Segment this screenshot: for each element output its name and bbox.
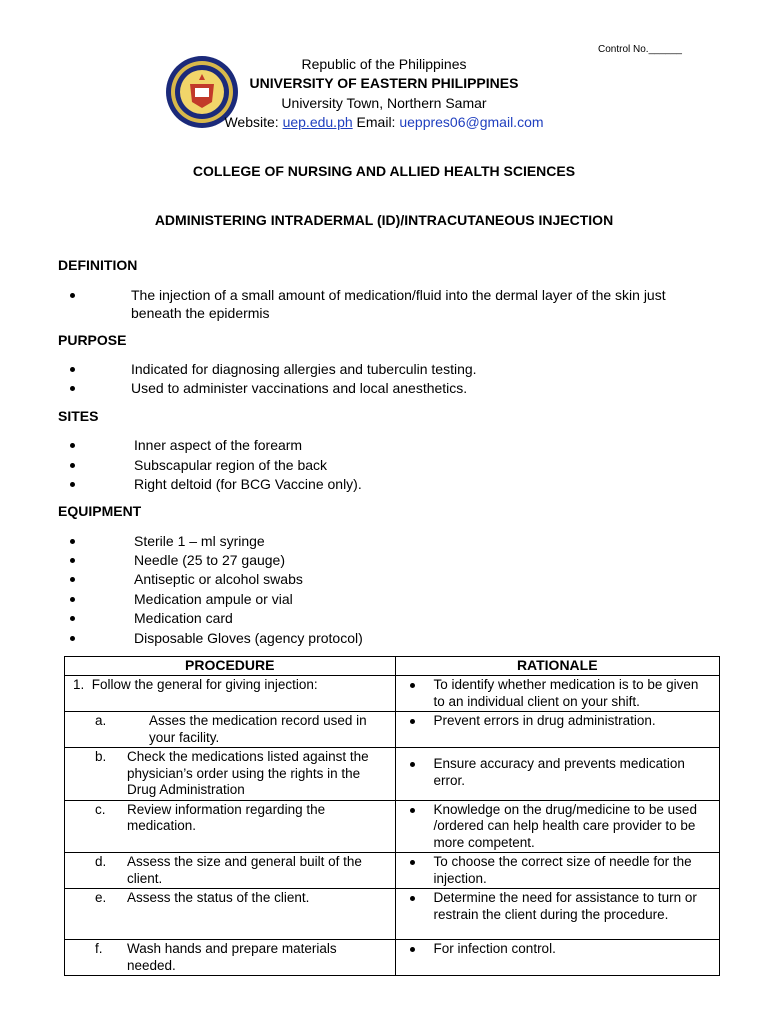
rationale-cell xyxy=(396,940,719,959)
table-row xyxy=(65,800,720,853)
step-marker: 1. xyxy=(73,677,85,692)
definition-text: The injection of a small amount of medication/fluid into the dermal layer of the skin just beneath the epidermis xyxy=(131,287,666,321)
procedure-cell xyxy=(65,853,395,888)
rationale-text: Ensure accuracy and prevents medication error. xyxy=(433,756,685,788)
email-label: Email: xyxy=(352,114,400,130)
procedure-text: Assess the status of the client. xyxy=(127,890,310,905)
procedure-cell xyxy=(65,889,395,908)
procedure-cell xyxy=(65,676,395,695)
bullet-icon xyxy=(410,896,415,901)
step-marker: a. xyxy=(95,713,107,728)
equipment-item: Needle (25 to 27 gauge) xyxy=(134,552,285,568)
university-address: University Town, Northern Samar xyxy=(281,95,487,111)
sites-heading: SITES xyxy=(58,408,99,424)
bullet-icon xyxy=(410,762,415,767)
bullet-icon xyxy=(410,947,415,952)
document-title: ADMINISTERING INTRADERMAL (ID)/INTRACUTANEOUS INJECTION xyxy=(154,212,614,228)
equipment-item: Medication card xyxy=(134,610,233,626)
procedure-cell xyxy=(65,712,395,747)
bullet-icon xyxy=(410,860,415,865)
rationale-cell xyxy=(396,889,719,924)
bullet-icon xyxy=(70,558,75,563)
table-row xyxy=(65,889,720,940)
bullet-icon xyxy=(70,577,75,582)
bullet-icon xyxy=(70,636,75,641)
procedure-cell xyxy=(65,748,395,800)
purpose-heading: PURPOSE xyxy=(58,332,127,348)
bullet-icon xyxy=(70,597,75,602)
control-number: Control No.______ xyxy=(598,44,682,55)
rationale-text: To identify whether medication is to be given to an individual client on your shift. xyxy=(433,677,699,709)
table-row xyxy=(65,712,720,748)
rationale-cell xyxy=(396,676,719,711)
bullet-icon xyxy=(70,367,75,372)
bullet-icon xyxy=(410,683,415,688)
table-row xyxy=(65,748,720,801)
step-marker: b. xyxy=(95,749,107,764)
rationale-text: Determine the need for assistance to turn or restrain the client during the procedure. xyxy=(433,890,697,922)
university-name: UNIVERSITY OF EASTERN PHILIPPINES xyxy=(249,75,519,91)
bullet-icon xyxy=(70,463,75,468)
website-link[interactable]: uep.edu.ph xyxy=(282,114,353,130)
purpose-item: Indicated for diagnosing allergies and tuberculin testing. xyxy=(131,361,477,377)
step-marker: f. xyxy=(95,941,103,956)
equipment-item: Sterile 1 – ml syringe xyxy=(134,533,265,549)
rationale-text: To choose the correct size of needle for the injection. xyxy=(433,854,692,886)
procedure-text: Check the medications listed against the physician’s order using the rights in the Drug Administration xyxy=(127,749,369,797)
college-name: COLLEGE OF NURSING AND ALLIED HEALTH SCIENCES xyxy=(192,163,576,179)
step-marker: d. xyxy=(95,854,107,869)
bullet-icon xyxy=(410,719,415,724)
bullet-icon xyxy=(70,539,75,544)
rationale-text: Knowledge on the drug/medicine to be used /ordered can help health care provider to be more competent. xyxy=(433,801,697,850)
website-label: Website: xyxy=(224,114,283,130)
contact-line xyxy=(0,114,768,130)
bullet-icon xyxy=(410,808,415,813)
equipment-item: Medication ampule or vial xyxy=(134,591,293,607)
procedure-header: PROCEDURE xyxy=(65,657,396,676)
equipment-item: Disposable Gloves (agency protocol) xyxy=(134,630,363,646)
bullet-icon xyxy=(70,443,75,448)
rationale-cell xyxy=(396,712,719,731)
bullet-icon xyxy=(70,482,75,487)
table-header-row xyxy=(65,657,720,676)
bullet-icon xyxy=(70,616,75,621)
definition-heading: DEFINITION xyxy=(58,257,138,273)
sites-item: Right deltoid (for BCG Vaccine only). xyxy=(134,476,362,492)
email-address[interactable]: ueppres06@gmail.com xyxy=(399,114,544,130)
rationale-cell xyxy=(396,801,719,853)
procedure-text: Review information regarding the medication. xyxy=(127,801,326,833)
procedure-text: Wash hands and prepare materials needed. xyxy=(127,941,337,973)
table-row xyxy=(65,853,720,889)
bullet-icon xyxy=(70,293,75,298)
procedure-text: Assess the size and general built of the client. xyxy=(127,854,362,886)
step-marker: c. xyxy=(95,801,106,817)
purpose-item: Used to administer vaccinations and local anesthetics. xyxy=(131,380,468,396)
table-row xyxy=(65,676,720,712)
table-row xyxy=(65,940,720,976)
procedure-text: Follow the general for giving injection: xyxy=(91,677,318,692)
sites-item: Inner aspect of the forearm xyxy=(134,437,303,453)
equipment-heading: EQUIPMENT xyxy=(58,503,142,519)
procedure-cell xyxy=(65,940,395,975)
bullet-icon xyxy=(70,386,75,391)
procedure-cell xyxy=(65,801,395,836)
rationale-header: RATIONALE xyxy=(395,657,719,676)
republic-line: Republic of the Philippines xyxy=(301,56,467,72)
sites-item: Subscapular region of the back xyxy=(134,457,328,473)
rationale-cell xyxy=(396,748,719,790)
procedure-table xyxy=(64,656,720,976)
rationale-text: For infection control. xyxy=(433,941,556,956)
equipment-item: Antiseptic or alcohol swabs xyxy=(134,571,303,587)
step-marker: e. xyxy=(95,890,107,905)
rationale-cell xyxy=(396,853,719,888)
rationale-text: Prevent errors in drug administration. xyxy=(433,713,656,728)
procedure-text: Asses the medication record used in your facility. xyxy=(149,713,367,745)
